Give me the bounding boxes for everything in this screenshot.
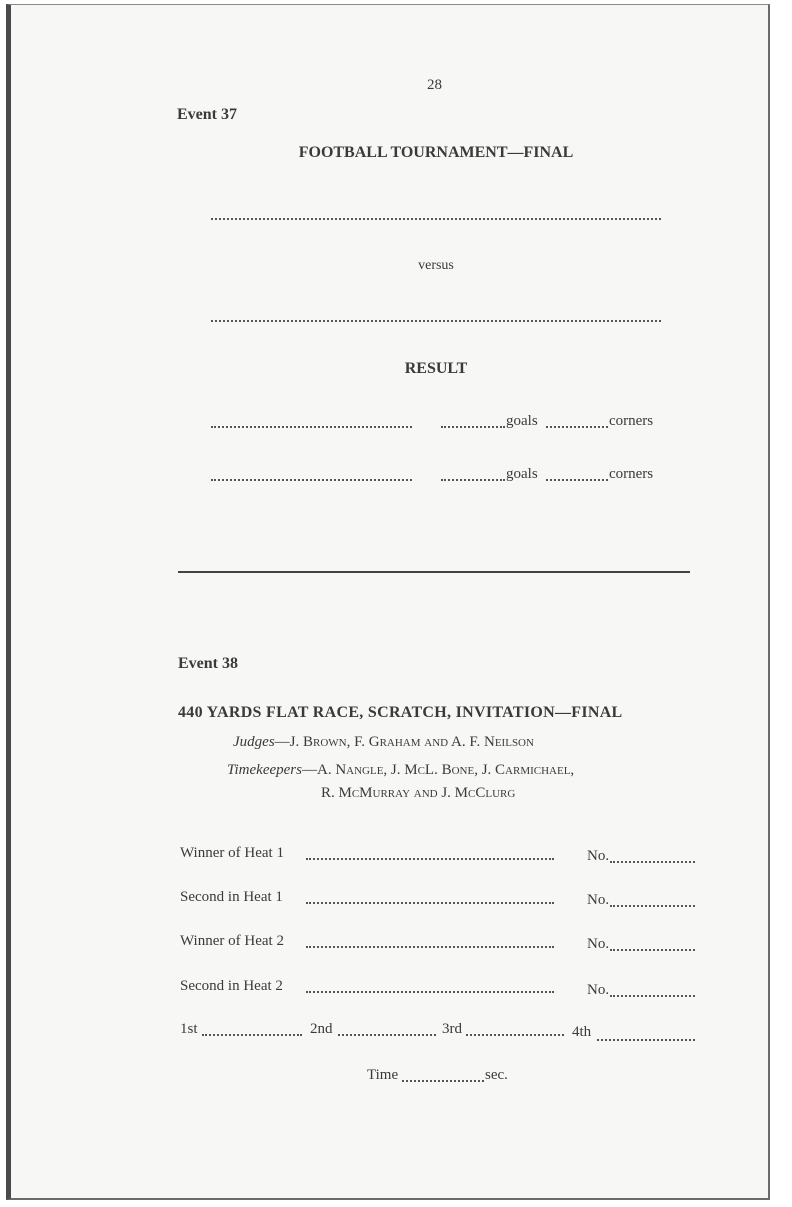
time-label: Time (367, 1067, 399, 1083)
timekeepers-names-cont: R. McMurray and J. McClurg (321, 785, 516, 801)
goals-label: goals (506, 413, 538, 429)
heat-row-label: Second in Heat 1 (180, 889, 283, 905)
page-number: 28 (427, 77, 442, 93)
place-1st-line (202, 1034, 302, 1036)
heat-row-no-line (610, 861, 695, 863)
place-3rd-line (466, 1034, 564, 1036)
heat-row-no-line (610, 949, 695, 951)
event-38-title: 440 YARDS FLAT RACE, SCRATCH, INVITATION—FINAL (178, 704, 623, 721)
team-2-line (211, 320, 661, 322)
team-1-line (211, 218, 661, 220)
result-team-line (211, 426, 412, 428)
versus-text: versus (418, 258, 454, 273)
corners-label: corners (609, 413, 654, 429)
heat-row-name-line (306, 858, 554, 860)
heat-row-no-line (610, 995, 695, 997)
event-37-title: FOOTBALL TOURNAMENT—FINAL (298, 144, 574, 161)
heat-row-no-label: No. (587, 892, 610, 908)
timekeepers-names: —A. Nangle, J. McL. Bone, J. Carmichael, (301, 762, 575, 778)
place-2nd-label: 2nd (310, 1021, 333, 1037)
event-38-label: Event 38 (178, 655, 238, 672)
goals-line (441, 426, 505, 428)
timekeepers-label: Timekeepers (227, 762, 302, 778)
heat-row-name-line (306, 991, 554, 993)
corners-line (546, 479, 608, 481)
place-4th-line (597, 1039, 695, 1041)
place-1st-label: 1st (180, 1021, 198, 1037)
event-37-label: Event 37 (177, 106, 237, 123)
place-3rd-label: 3rd (442, 1021, 462, 1037)
judges-names: —J. Brown, F. Graham and A. F. Neilson (274, 734, 534, 750)
place-2nd-line (338, 1034, 436, 1036)
goals-line (441, 479, 505, 481)
heat-row-label: Second in Heat 2 (180, 978, 283, 994)
heat-row-name-line (306, 946, 554, 948)
heat-row-no-label: No. (587, 936, 610, 952)
result-heading: RESULT (404, 360, 468, 377)
timekeepers-line (227, 762, 574, 779)
heat-row-no-line (610, 905, 695, 907)
corners-line (546, 426, 608, 428)
program-page (6, 4, 770, 1200)
section-divider (178, 571, 690, 573)
heat-row-label: Winner of Heat 1 (180, 845, 284, 861)
judges-line (233, 734, 534, 751)
place-4th-label: 4th (572, 1024, 592, 1040)
time-line (402, 1080, 484, 1082)
corners-label: corners (609, 466, 654, 482)
goals-label: goals (506, 466, 538, 482)
judges-label: Judges (233, 734, 275, 750)
heat-row-label: Winner of Heat 2 (180, 933, 284, 949)
heat-row-no-label: No. (587, 982, 610, 998)
heat-row-no-label: No. (587, 848, 610, 864)
sec-label: sec. (485, 1067, 508, 1083)
result-team-line (211, 479, 412, 481)
heat-row-name-line (306, 902, 554, 904)
